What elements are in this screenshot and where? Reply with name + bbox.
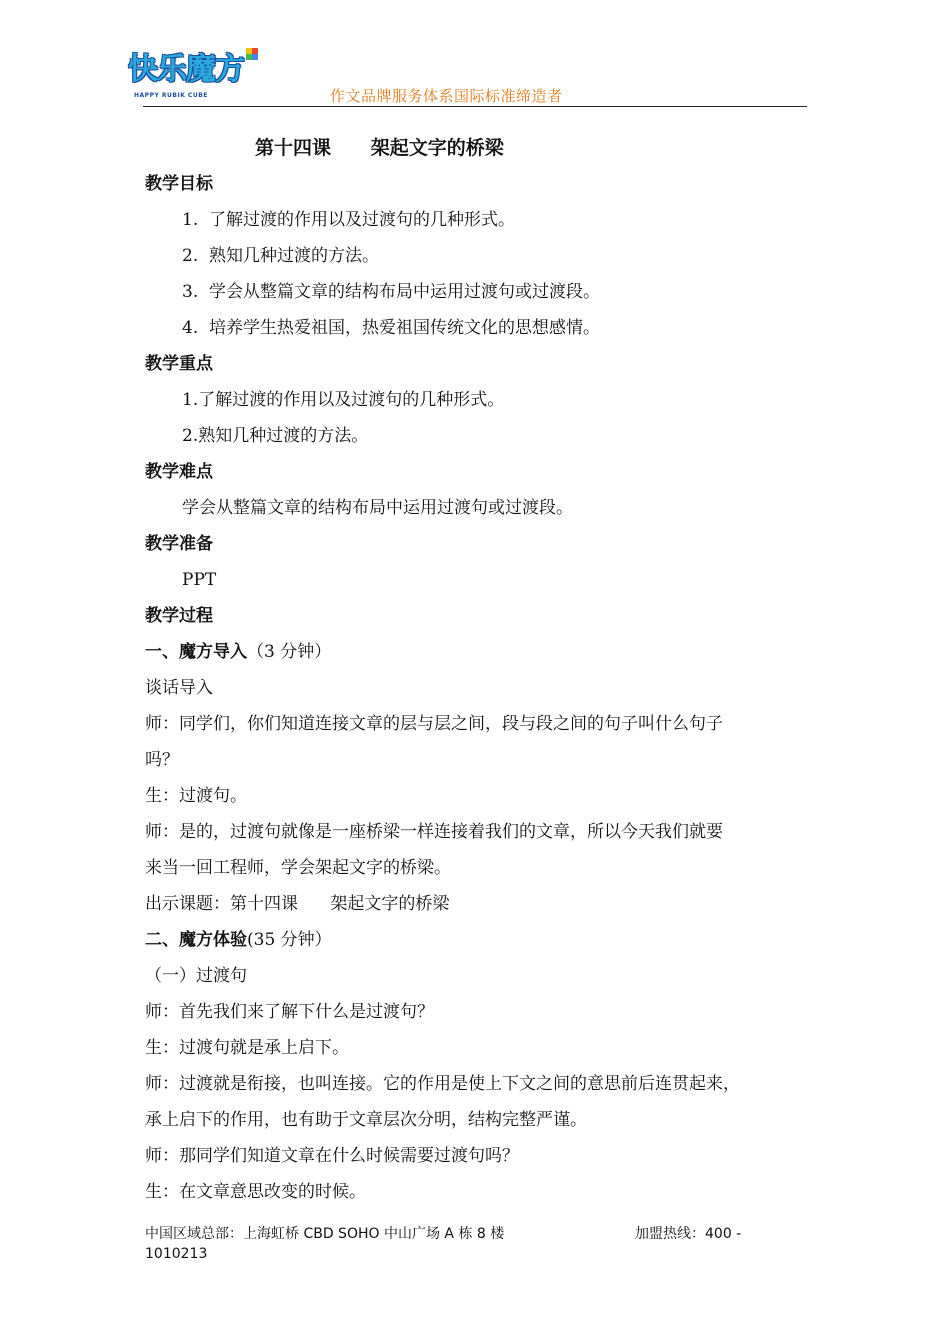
logo-subtitle: HAPPY RUBIK CUBE [134, 92, 208, 99]
part2-time: (35 分钟） [247, 930, 332, 950]
lesson-title: 第十四课 架起文字的桥梁 [255, 137, 504, 159]
goal-item: 4. 培养学生热爱祖国，热爱祖国传统文化的思想感情。 [182, 318, 601, 338]
part1-heading [145, 634, 810, 670]
dialogue-line: 生：在文章意思改变的时候。 [145, 1182, 366, 1202]
header-divider [143, 106, 807, 107]
dialogue-line: 承上启下的作用，也有助于文章层次分明，结构完整严谨。 [145, 1110, 587, 1130]
dialogue-line: 师：那同学们知道文章在什么时候需要过渡句吗？ [145, 1146, 519, 1166]
dialogue-line: 吗？ [145, 750, 179, 770]
dialogue-line: 师：首先我们来了解下什么是过渡句？ [145, 1002, 434, 1022]
goal-item: 1. 了解过渡的作用以及过渡句的几种形式。 [182, 210, 516, 230]
dialogue-line: 生：过渡句。 [145, 786, 247, 806]
goal-item: 3. 学会从整篇文章的结构布局中运用过渡句或过渡段。 [182, 282, 601, 302]
part1-time: （3 分钟） [247, 642, 332, 662]
preparation-text: PPT [182, 570, 217, 590]
footer-address: 中国区域总部：上海虹桥 CBD SOHO 中山广场 A 栋 8 楼 [145, 1226, 505, 1242]
key-point-item: 1.了解过渡的作用以及过渡句的几种形式。 [182, 390, 505, 410]
goals-heading: 教学目标 [145, 174, 213, 194]
dialogue-line: 来当一回工程师，学会架起文字的桥梁。 [145, 858, 451, 878]
part1-title: 一、魔方导入 [145, 642, 247, 662]
brand-logo [128, 48, 258, 104]
dialogue-line: 师：是的，过渡句就像是一座桥梁一样连接着我们的文章，所以今天我们就要 [145, 822, 723, 842]
footer-hotline-number: 1010213 [145, 1246, 208, 1262]
lesson-plan-body [145, 130, 810, 1210]
preparation-heading: 教学准备 [145, 534, 213, 554]
dialogue-line: 生：过渡句就是承上启下。 [145, 1038, 349, 1058]
subsection-title: （一）过渡句 [145, 966, 247, 986]
cube-icon [246, 48, 258, 60]
part2-title: 二、魔方体验 [145, 930, 247, 950]
intro-text: 谈话导入 [145, 678, 213, 698]
header-slogan: 作文品牌服务体系国际标准缔造者 [330, 87, 563, 105]
footer-hotline-label: 加盟热线：400 - [635, 1226, 742, 1242]
key-point-item: 2.熟知几种过渡的方法。 [182, 426, 369, 446]
logo-text: 快乐魔方 [128, 52, 244, 87]
process-heading: 教学过程 [145, 606, 213, 626]
part2-heading [145, 922, 810, 958]
difficulty-text: 学会从整篇文章的结构布局中运用过渡句或过渡段。 [182, 498, 573, 518]
key-points-heading: 教学重点 [145, 354, 213, 374]
difficulty-heading: 教学难点 [145, 462, 213, 482]
dialogue-line: 师：过渡就是衔接，也叫连接。它的作用是使上下文之间的意思前后连贯起来， [145, 1074, 740, 1094]
show-title-text: 出示课题：第十四课 架起文字的桥梁 [145, 894, 450, 914]
page-footer [145, 1224, 785, 1264]
goal-item: 2. 熟知几种过渡的方法。 [182, 246, 380, 266]
dialogue-line: 师：同学们，你们知道连接文章的层与层之间，段与段之间的句子叫什么句子 [145, 714, 723, 734]
